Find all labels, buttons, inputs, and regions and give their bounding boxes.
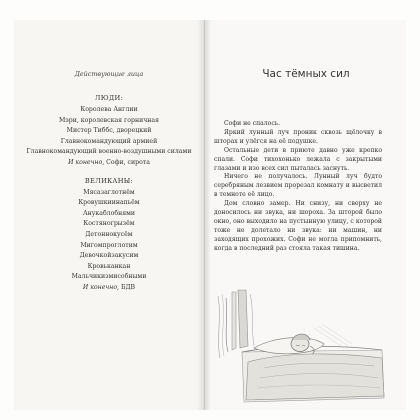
cast-line-people: Главнокомандующий военно-воздушными силами bbox=[26, 148, 192, 156]
cast-heading: Действующие лица bbox=[74, 70, 144, 78]
paragraph: Ничего не получалось. Лунный луч будто серебряным лезвием прорезал комнату и высветил в темноте её лицо. bbox=[214, 173, 382, 199]
paragraph: Яркий лунный луч проник сквозь щёлочку в шторах и улёгся на её подушке. bbox=[214, 128, 382, 145]
chapter-body bbox=[214, 120, 382, 254]
cast-line-people: Королева Англии bbox=[80, 106, 138, 113]
italic-prefix: И конечно, bbox=[82, 283, 120, 291]
cast-line-giant: Мальчикизмисобными bbox=[71, 273, 147, 281]
cast-line-giant: Мигомпроглотим bbox=[80, 241, 138, 249]
chapter-title: Час тёмных сил bbox=[262, 68, 350, 80]
cast-line-giant: Кровьканкан bbox=[87, 262, 131, 270]
cast-line-giant: Кровушкиинапьём bbox=[78, 199, 140, 207]
cast-list bbox=[14, 70, 204, 302]
paragraph: Дом словно замер. Ни снизу, ни сверху не доносилось ни звука, ни шороха. За шторой было окно, оно выходило на пустынную улицу, с которой тоже не долетало ни звука: ни машин, ни заходящих прохожих. Софи не могла припомнить, когда в последний раз стояла такая тишина. bbox=[214, 200, 382, 252]
cast-name: Софи, сирота bbox=[104, 158, 150, 166]
book-gutter bbox=[197, 20, 211, 410]
cast-line-giant: Мясазаглотнём bbox=[83, 188, 135, 196]
cast-line-sophie bbox=[14, 158, 204, 169]
left-page bbox=[14, 20, 205, 410]
people-group bbox=[14, 94, 204, 169]
cast-line-giant: Костяногрызём bbox=[83, 220, 135, 228]
paragraph: Софи не спалось. bbox=[224, 120, 281, 127]
cast-line-giant: Анукаблобнями bbox=[82, 209, 136, 217]
cast-line-bfg bbox=[14, 283, 204, 294]
people-title: ЛЮДИ: bbox=[94, 94, 124, 102]
cast-line-people: Мистер Тиббс, дворецкий bbox=[66, 127, 152, 135]
cast-line-people: Мэри, королевская горничная bbox=[58, 116, 160, 124]
paragraph: Остальные дети в приюте давно уже крепко спали. Софи тихохонько лежала с закрытыми глазами и изо всех сил пыталась заснуть. bbox=[214, 146, 382, 172]
giants-title: ВЕЛИКАНЫ: bbox=[84, 176, 134, 185]
cast-line-giant: Детоннокусём bbox=[85, 230, 133, 238]
giants-group bbox=[14, 177, 204, 294]
cast-line-people: Главнокомандующий армией bbox=[60, 137, 158, 145]
cast-name: БДВ bbox=[119, 283, 136, 291]
right-page bbox=[206, 20, 406, 410]
sleeping-girl-illustration bbox=[214, 288, 388, 406]
italic-prefix: И конечно, bbox=[68, 158, 105, 166]
cast-line-giant: Девочкойзакусим bbox=[79, 252, 139, 260]
